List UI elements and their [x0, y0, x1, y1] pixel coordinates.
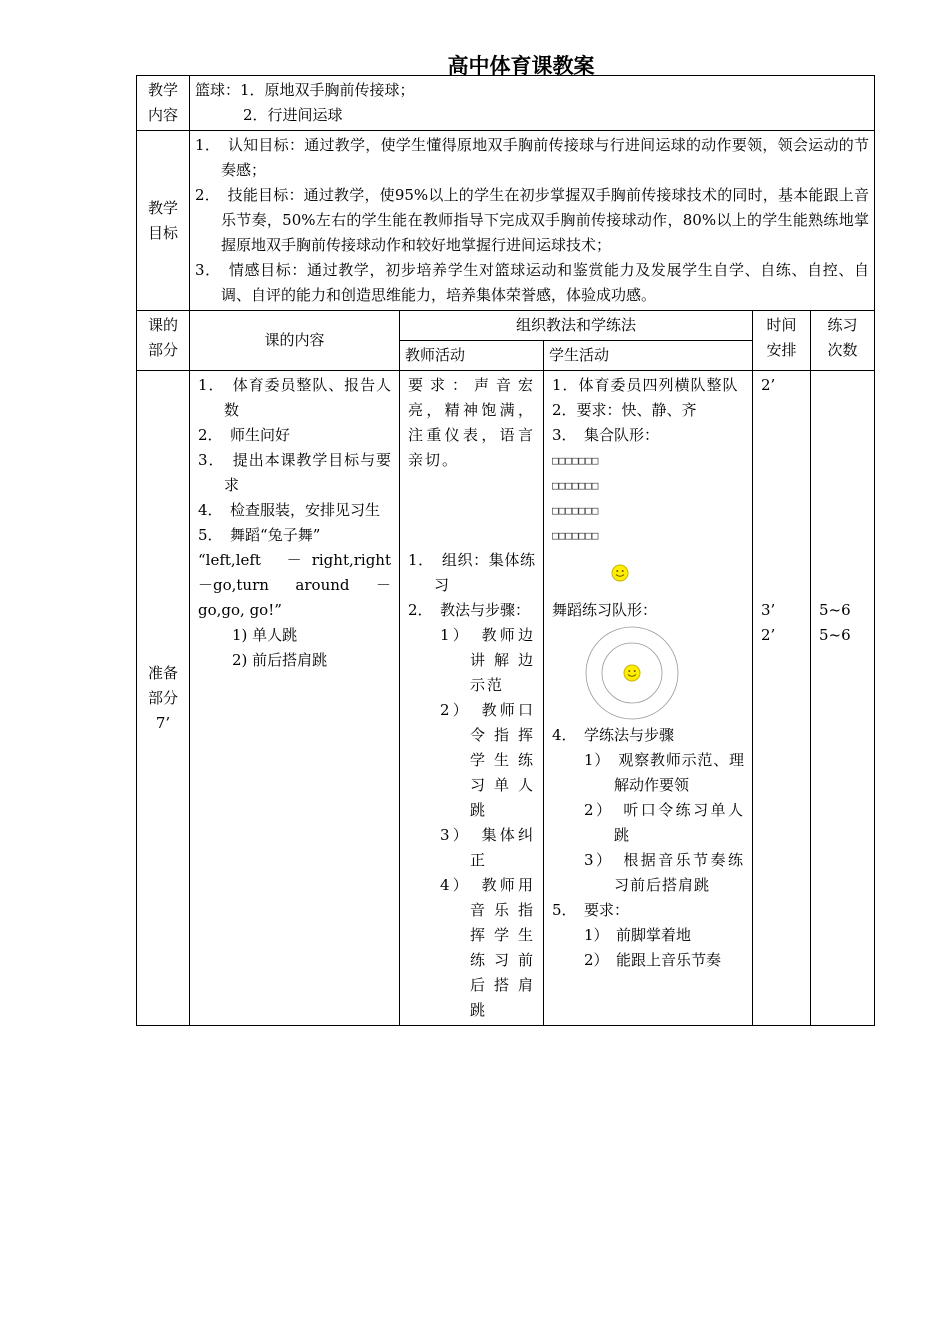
student-item: 3． 集合队形：: [552, 426, 660, 444]
formation-row: □□□□□□□: [552, 529, 599, 542]
content-cell: [190, 76, 875, 131]
objectives-label: [137, 131, 190, 311]
formation-row: □□□□□□□: [552, 454, 599, 467]
teacher-method: 2． 教法与步骤：: [408, 601, 531, 619]
smiley-face-icon: [610, 563, 630, 583]
dance-sub-item: 1) 单人跳: [232, 626, 298, 644]
teacher-organization: 1． 组织：集体练习: [408, 551, 535, 594]
objective-item: 3． 情感目标：通过教学，初步培养学生对篮球运动和鉴赏能力及发展学生自学、自练、自控、自调、自评的能力和创造思维能力，培养集体荣誉感，体验成功感。: [195, 261, 869, 304]
teacher-step: 2） 教师口令指挥学生练习单人跳: [440, 701, 535, 819]
concentric-circles-icon: [582, 623, 682, 723]
student-requirement: 5． 要求：: [552, 901, 630, 919]
objective-item: 1． 认知目标：通过教学，使学生懂得原地双手胸前传接球与行进间运球的动作要领，领会运动的节奏感；: [195, 136, 869, 179]
dance-sub-item: 2) 前后搭肩跳: [232, 651, 328, 669]
content-line-2: 2．行进间运球: [243, 106, 343, 124]
page-title: 高中体育课教案: [447, 54, 595, 78]
objectives-row: [137, 131, 875, 311]
formation-leader: [552, 548, 744, 598]
dance-formation-diagram: [552, 623, 744, 723]
teacher-step: 4） 教师用音乐指挥学生练习前后搭肩跳: [440, 876, 535, 1019]
student-item: 2．要求：快、静、齐: [552, 401, 697, 419]
objectives-label-text: 教学目标: [147, 198, 178, 242]
prep-part-line: 部分: [147, 688, 178, 707]
time-value: 2’: [761, 626, 776, 644]
prep-content-item: 4． 检查服装，安排见习生: [198, 501, 381, 519]
prep-student: [544, 371, 753, 1026]
teacher-step: 1） 教师边讲解边示范: [440, 626, 535, 694]
prep-time: [753, 371, 811, 1026]
reps-value: 5~6: [819, 601, 851, 619]
objectives-cell: [190, 131, 875, 311]
prep-content-item: 2． 师生问好: [198, 426, 291, 444]
spacer: [408, 473, 535, 548]
teacher-step: 3） 集体纠正: [440, 826, 535, 869]
student-req-item: 2） 能跟上音乐节奏: [584, 951, 722, 969]
prep-content-item: 1． 体育委员整队、报告人数: [198, 376, 391, 419]
prep-part-line: 准备: [147, 663, 178, 682]
header-row: [137, 311, 875, 341]
time-value: 3’: [761, 601, 776, 619]
student-method: 4． 学练法与步骤: [552, 726, 675, 744]
header-part-text: 课的部分: [147, 316, 178, 359]
spacer: [819, 373, 866, 598]
student-step: 1） 观察教师示范、理解动作要领: [584, 751, 744, 794]
formation-row: □□□□□□□: [552, 479, 599, 492]
prep-teacher: [400, 371, 544, 1026]
time-value: 2’: [761, 376, 776, 394]
header-part: [137, 311, 190, 371]
header-student: 学生活动: [544, 341, 753, 371]
reps-value: 5~6: [819, 626, 851, 644]
objective-item: 2． 技能目标：通过教学，使95%以上的学生在初步掌握双手胸前传接球技术的同时，基本能跟上音乐节奏，50%左右的学生能在教师指导下完成双手胸前传接球动作，80%以上的学生能熟练地掌握原地双手胸前传接球动作和较好地掌握行进间运球技术；: [195, 186, 869, 254]
dance-lyrics: “left,left － right,right －go,turn around － go,go, go!”: [198, 551, 407, 619]
formation-row: □□□□□□□: [552, 504, 599, 517]
prep-content-item: 3． 提出本课教学目标与要求: [198, 451, 391, 494]
header-time-text: 时间安排: [766, 316, 797, 359]
prep-part: [137, 371, 190, 1026]
header-content: 课的内容: [190, 311, 400, 371]
content-row: [137, 76, 875, 131]
prep-content: [190, 371, 407, 1026]
student-item: 1．体育委员四列横队整队: [552, 376, 739, 394]
header-teacher: 教师活动: [400, 341, 544, 371]
content-label: [137, 76, 190, 131]
prep-reps: [811, 371, 875, 1026]
header-org: 组织教法和学练法: [400, 311, 753, 341]
prep-row: [137, 371, 875, 1026]
student-step: 2） 听口令练习单人跳: [584, 801, 744, 844]
content-label-text: 教学内容: [147, 81, 178, 124]
spacer: [761, 398, 802, 598]
header-reps-text: 练习次数: [827, 316, 858, 359]
lesson-plan-table: [136, 75, 875, 1026]
header-reps: [811, 311, 875, 371]
student-req-item: 1） 前脚掌着地: [584, 926, 692, 944]
student-step: 3） 根据音乐节奏练习前后搭肩跳: [584, 851, 744, 894]
dance-formation-label: 舞蹈练习队形：: [552, 601, 658, 619]
header-time: [753, 311, 811, 371]
teacher-requirement: 要求：声音宏亮，精神饱满，注重仪表，语言亲切。: [408, 376, 535, 469]
prep-content-item: 5． 舞蹈“兔子舞”: [198, 526, 321, 544]
prep-part-line: 7’: [155, 713, 171, 732]
content-line-1: 篮球：1．原地双手胸前传接球；: [195, 81, 415, 99]
